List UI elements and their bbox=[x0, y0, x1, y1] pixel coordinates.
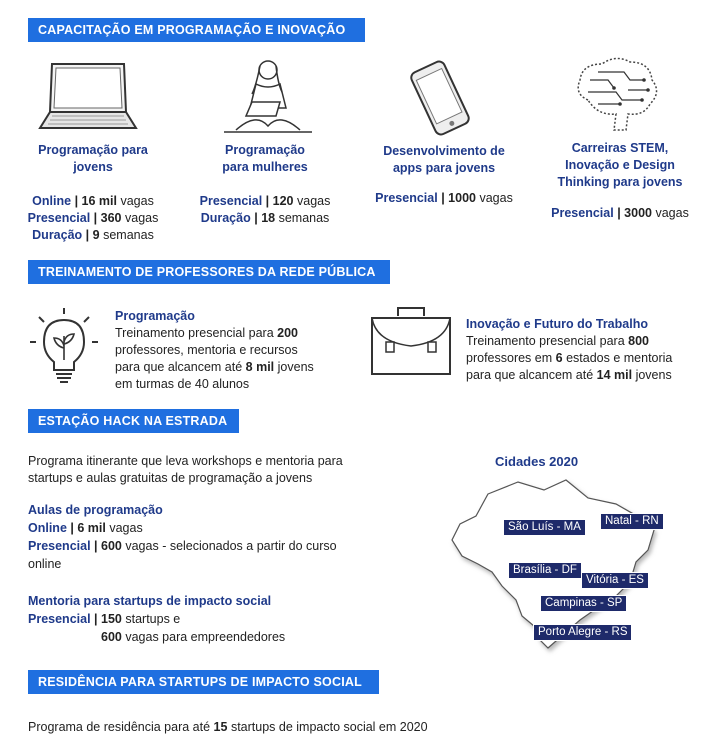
city-label: Brasília - DF bbox=[508, 562, 582, 579]
city-label: São Luís - MA bbox=[503, 519, 586, 536]
lightbulb-icon bbox=[28, 306, 100, 388]
section-header-hack: ESTAÇÃO HACK NA ESTRADA bbox=[28, 409, 239, 433]
city-label: Campinas - SP bbox=[540, 595, 627, 612]
residencia-text: Programa de residência para até 15 startups de impacto social em 2020 bbox=[28, 720, 428, 734]
aulas-programacao: Aulas de programação Online | 6 mil vagas Presencial | 600 vagas - selecionados a partir do curso online bbox=[28, 503, 337, 571]
section-header-residencia: RESIDÊNCIA PARA STARTUPS DE IMPACTO SOCIAL bbox=[28, 670, 379, 694]
briefcase-icon bbox=[366, 300, 456, 380]
teacher-program-right: Inovação e Futuro do Trabalho Treinamento presencial para 800 professores em 6 estados e mentoria para que alcancem até 14 mil jovens bbox=[466, 317, 673, 382]
program-apps: Desenvolvimento de apps para jovens Presencial | 1000 vagas bbox=[375, 144, 513, 205]
section-header-capacitacao: CAPACITAÇÃO EM PROGRAMAÇÃO E INOVAÇÃO bbox=[28, 18, 365, 42]
circuit-brain-icon bbox=[568, 54, 664, 138]
city-label: Porto Alegre - RS bbox=[533, 624, 632, 641]
program-mulheres: Programação para mulheres Presencial | 120 vagas Duração | 18 semanas bbox=[199, 143, 331, 225]
smartphone-icon bbox=[400, 58, 480, 138]
hack-intro: Programa itinerante que leva workshops e mentoria para startups e aulas gratuitas de programação a jovens bbox=[28, 454, 343, 485]
woman-laptop-icon bbox=[216, 56, 316, 136]
program-jovens: Programação para jovens Online | 16 mil vagas Presencial | 360 vagas Duração | 9 semanas bbox=[27, 143, 159, 242]
program-stem: Carreiras STEM, Inovação e Design Thinking para jovens Presencial | 3000 vagas bbox=[551, 141, 689, 220]
teacher-program-left: Programação Treinamento presencial para 200 professores, mentoria e recursos para que alcancem até 8 mil jovens em turmas de 40 alunos bbox=[115, 309, 314, 391]
city-label: Vitória - ES bbox=[581, 572, 649, 589]
map-title: Cidades 2020 bbox=[495, 454, 579, 469]
laptop-icon bbox=[38, 58, 138, 134]
mentoria-startups: Mentoria para startups de impacto social Presencial | 150 startups e 600 vagas para empreendedores bbox=[28, 594, 286, 644]
city-label: Natal - RN bbox=[600, 513, 664, 530]
section-header-treinamento: TREINAMENTO DE PROFESSORES DA REDE PÚBLICA bbox=[28, 260, 390, 284]
